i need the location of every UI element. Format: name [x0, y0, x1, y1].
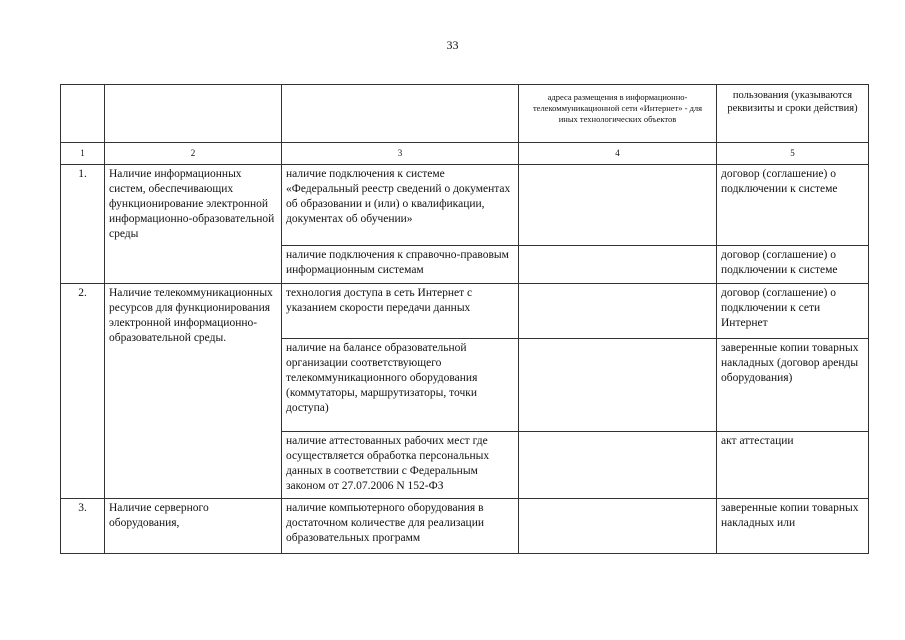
- column-number: 5: [717, 143, 869, 165]
- document-cell: акт аттестации: [717, 432, 869, 499]
- document-cell: заверенные копии товарных накладных (договор аренды оборудования): [717, 339, 869, 432]
- document-cell: договор (соглашение) о подключении к сети Интернет: [717, 284, 869, 339]
- requirement-cell: наличие компьютерного оборудования в достаточном количестве для реализации образовательных программ: [282, 499, 519, 554]
- column-number: 1: [61, 143, 105, 165]
- row-number: 2.: [61, 284, 105, 499]
- document-cell: заверенные копии товарных накладных или: [717, 499, 869, 554]
- address-cell: [519, 165, 717, 246]
- header-cell-3: [282, 85, 519, 143]
- column-number: 3: [282, 143, 519, 165]
- requirement-cell: наличие подключения к справочно-правовым информационным системам: [282, 246, 519, 284]
- table-row: [61, 284, 869, 339]
- criterion-name: Наличие информационных систем, обеспечивающих функционирование электронной информационно-образовательной среды: [105, 165, 282, 284]
- criterion-name: Наличие серверного оборудования,: [105, 499, 282, 554]
- requirements-table: [60, 84, 869, 554]
- page-number: 33: [446, 38, 459, 52]
- header-cell-1: [61, 85, 105, 143]
- header-cell-document: пользования (указываются реквизиты и сроки действия): [717, 85, 869, 143]
- table-header-row: [61, 85, 869, 143]
- row-number: 1.: [61, 165, 105, 284]
- header-cell-2: [105, 85, 282, 143]
- column-number: 2: [105, 143, 282, 165]
- requirement-cell: наличие на балансе образовательной организации соответствующего телекоммуникационного оборудования (коммутаторы, маршрутизаторы, точки доступа): [282, 339, 519, 432]
- column-number: 4: [519, 143, 717, 165]
- requirement-cell: наличие аттестованных рабочих мест где осуществляется обработка персональных данных в соответствии с Федеральным законом от 27.07.2006 N 152-ФЗ: [282, 432, 519, 499]
- requirement-cell: технология доступа в сеть Интернет с указанием скорости передачи данных: [282, 284, 519, 339]
- address-cell: [519, 499, 717, 554]
- document-cell: договор (соглашение) о подключении к системе: [717, 246, 869, 284]
- table-row: [61, 499, 869, 554]
- document-cell: договор (соглашение) о подключении к системе: [717, 165, 869, 246]
- table-row: [61, 165, 869, 246]
- requirement-cell: наличие подключения к системе «Федеральный реестр сведений о документах об образовании и (или) о квалификации, документах об обучении»: [282, 165, 519, 246]
- row-number: 3.: [61, 499, 105, 554]
- criterion-name: Наличие телекоммуникационных ресурсов для функционирования электронной информационно-образовательной среды.: [105, 284, 282, 499]
- address-cell: [519, 432, 717, 499]
- header-cell-address: адреса размещения в информационно-телекоммуникационной сети «Интернет» - для иных технологических объектов: [519, 85, 717, 143]
- column-number-row: [61, 143, 869, 165]
- address-cell: [519, 246, 717, 284]
- address-cell: [519, 284, 717, 339]
- address-cell: [519, 339, 717, 432]
